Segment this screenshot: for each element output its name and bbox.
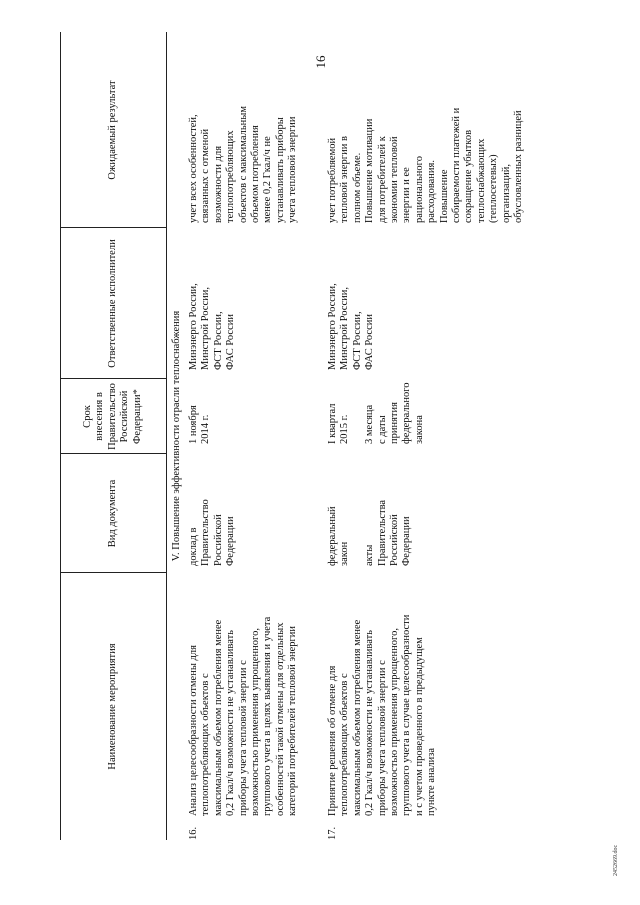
header-result: Ожидаемый результат [106,80,118,180]
page-number: 16 [313,55,328,69]
header-executors: Ответственные исполнители [106,239,118,368]
row-result: учет всех особенностей, связанных с отменой возможности для теплопотребляющих объектов с максимальным объемом потребления менее 0,2 Гкал/ч не устанавливать приборы учета тепловой энергии [188,106,299,223]
row-doc-type: доклад в Правительство Российской Федерации [188,499,237,566]
document-table [60,32,580,840]
header-name: Наименование мероприятия [106,643,118,770]
row-number: 16. [188,826,199,840]
row-deadline: 1 ноября 2014 г. [188,405,212,444]
row-doc-type: федеральный закон акты Правительства Российской Федерации [327,499,413,566]
file-name-footer: 2452669.doc [613,844,619,876]
row-name: Принятие решения об отмене для теплопотребляющих объектов с максимальным объемом потребления менее 0,2 Гкал/ч возможности не устанавливать приборы учета тепловой энергии с возможностью применения упрощенного, группового учета в случае целесообразности и с учетом проведенного в предыдущем пункте анализа [327,614,438,816]
table-header-rule [166,32,167,840]
row-executors: Минэнерго России, Минстрой России, ФСТ России, ФАС России [327,283,376,370]
row-result: учет потребляемой тепловой энергии в полном объеме. Повышение мотивации для потребителей к экономии тепловой энергии и ее рационального расходования. Повышение собираемости платежей и сокращение убытков теплоснабжающих (теплосетевых) организаций, обусловленных разницей [327,107,525,223]
header-deadline: Срок внесения в Правительство Российской Федерации* [81,383,143,450]
header-doc-type: Вид документа [106,479,118,548]
row-number: 17. [327,826,338,840]
section-title: V. Повышение эффективности отрасли теплоснабжения [171,310,182,562]
row-deadline: I квартал 2015 г. 3 месяца с даты принятия федерального закона [327,382,425,444]
row-name: Анализ целесообразности отмены для теплопотребляющих объектов с максимальным объемом потребления менее 0,2 Гкал/ч возможности не устанавливать приборы учета тепловой энергии с возможностью применения упрощенного, группового учета в целях выявления и учета особенностей такой отмены для отдельных категорий потребителей тепловой энергии [188,616,299,816]
row-executors: Минэнерго России, Минстрой России, ФСТ России, ФАС России [188,283,237,370]
